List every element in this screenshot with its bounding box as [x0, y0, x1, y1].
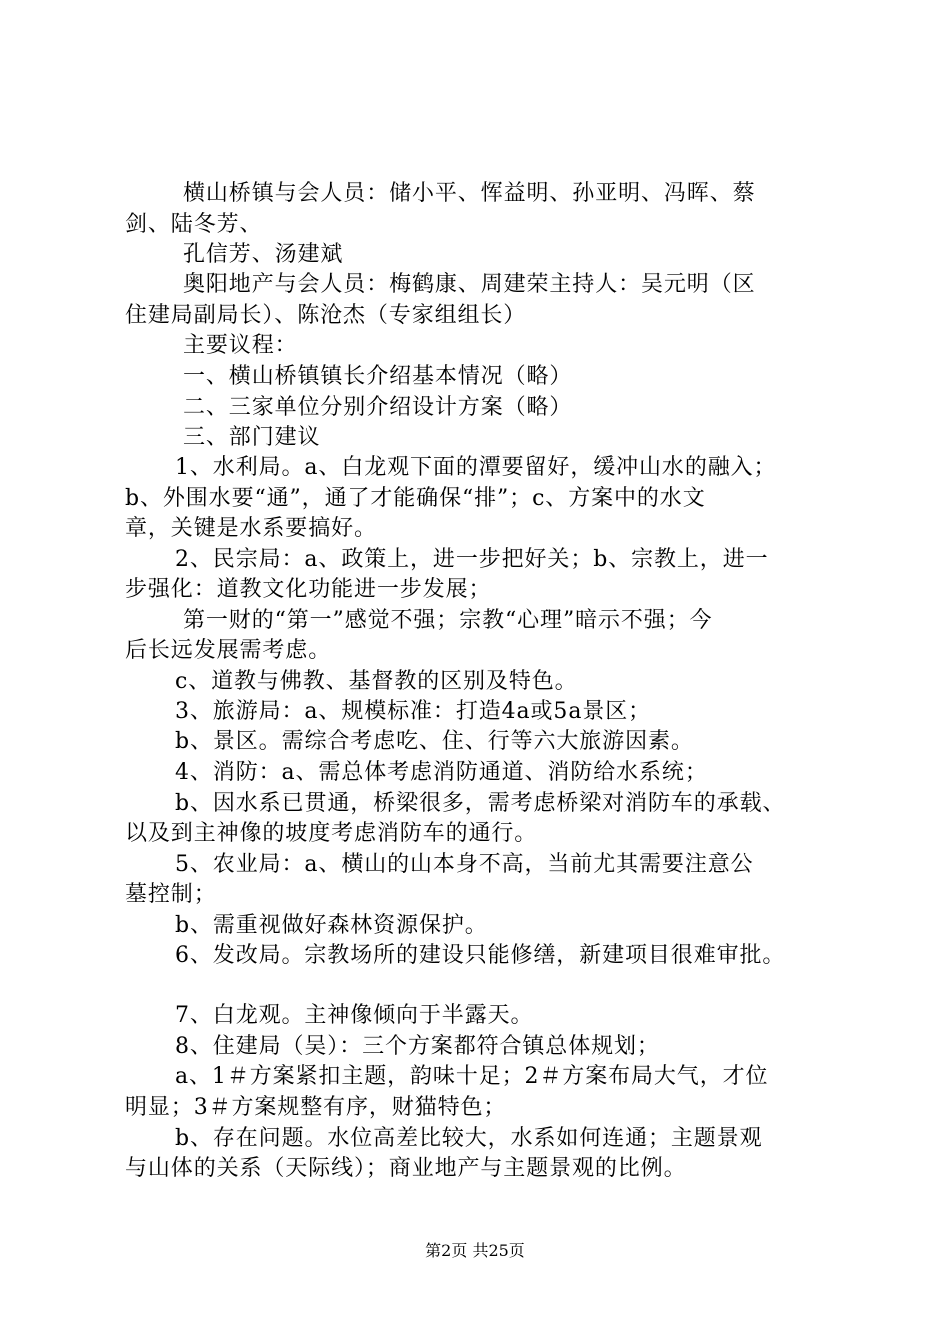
text-line: c、道教与佛教、基督教的区别及特色。 — [175, 669, 578, 694]
text-line: 第一财的“第一”感觉不强；宗教“心理”暗示不强；今 — [183, 608, 713, 633]
page-number-footer: 第2页 共25页 — [425, 1241, 525, 1260]
text-line: b、外围水要“通”，通了才能确保“排”；c、方案中的水文 — [125, 486, 706, 511]
text-line: 章，关键是水系要搞好。 — [125, 516, 377, 541]
text-line: a、1＃方案紧扣主题，韵味十足；2＃方案布局大气，才位 — [175, 1064, 769, 1089]
text-line: b、存在问题。水位高差比较大，水系如何连通；主题景观 — [175, 1126, 763, 1151]
text-line: 剑、陆冬芳、 — [125, 212, 263, 237]
text-line: 奥阳地产与会人员：梅鹤康、周建荣主持人：吴元明（区 — [183, 272, 756, 297]
text-line: 1、水利局。a、白龙观下面的潭要留好，缓冲山水的融入； — [175, 455, 777, 480]
text-line: 2、民宗局：a、政策上，进一步把好关；b、宗教上，进一 — [175, 547, 769, 572]
text-line: 横山桥镇与会人员：储小平、恽益明、孙亚明、冯晖、蔡 — [183, 181, 756, 206]
text-line: 三、部门建议 — [183, 425, 321, 450]
text-line: 一、横山桥镇镇长介绍基本情况（略） — [183, 364, 573, 389]
text-line: b、需重视做好森林资源保护。 — [175, 913, 488, 938]
text-line: 以及到主神像的坡度考虑消防车的通行。 — [125, 821, 538, 846]
text-line: 步强化：道教文化功能进一步发展； — [125, 577, 492, 602]
text-line: 明显；3＃方案规整有序，财猫特色； — [125, 1095, 507, 1120]
text-line: 8、住建局（吴）：三个方案都符合镇总体规划； — [175, 1034, 660, 1059]
text-line: 3、旅游局：a、规模标准：打造4a或5a景区； — [175, 699, 652, 724]
text-line: 与山体的关系（天际线）；商业地产与主题景观的比例。 — [125, 1156, 687, 1181]
text-line: 住建局副局长）、陈沧杰（专家组组长） — [125, 303, 527, 328]
text-line: b、因水系已贯通，桥梁很多，需考虑桥梁对消防车的承载、 — [175, 791, 786, 816]
text-line: 4、消防：a、需总体考虑消防通道、消防给水系统； — [175, 760, 708, 785]
text-line: b、景区。需综合考虑吃、住、行等六大旅游因素。 — [175, 729, 694, 754]
text-line: 墓控制； — [125, 882, 217, 907]
text-line: 二、三家单位分别介绍设计方案（略） — [183, 395, 573, 420]
text-line: 7、白龙观。主神像倾向于半露天。 — [175, 1003, 534, 1028]
text-line: 6、发改局。宗教场所的建设只能修缮，新建项目很难审批。 — [175, 943, 786, 968]
text-line: 后长远发展需考虑。 — [125, 638, 332, 663]
text-line: 孔信芳、汤建斌 — [183, 242, 344, 267]
text-line: 主要议程： — [183, 333, 298, 358]
text-line: 5、农业局：a、横山的山本身不高，当前尤其需要注意公 — [175, 852, 754, 877]
